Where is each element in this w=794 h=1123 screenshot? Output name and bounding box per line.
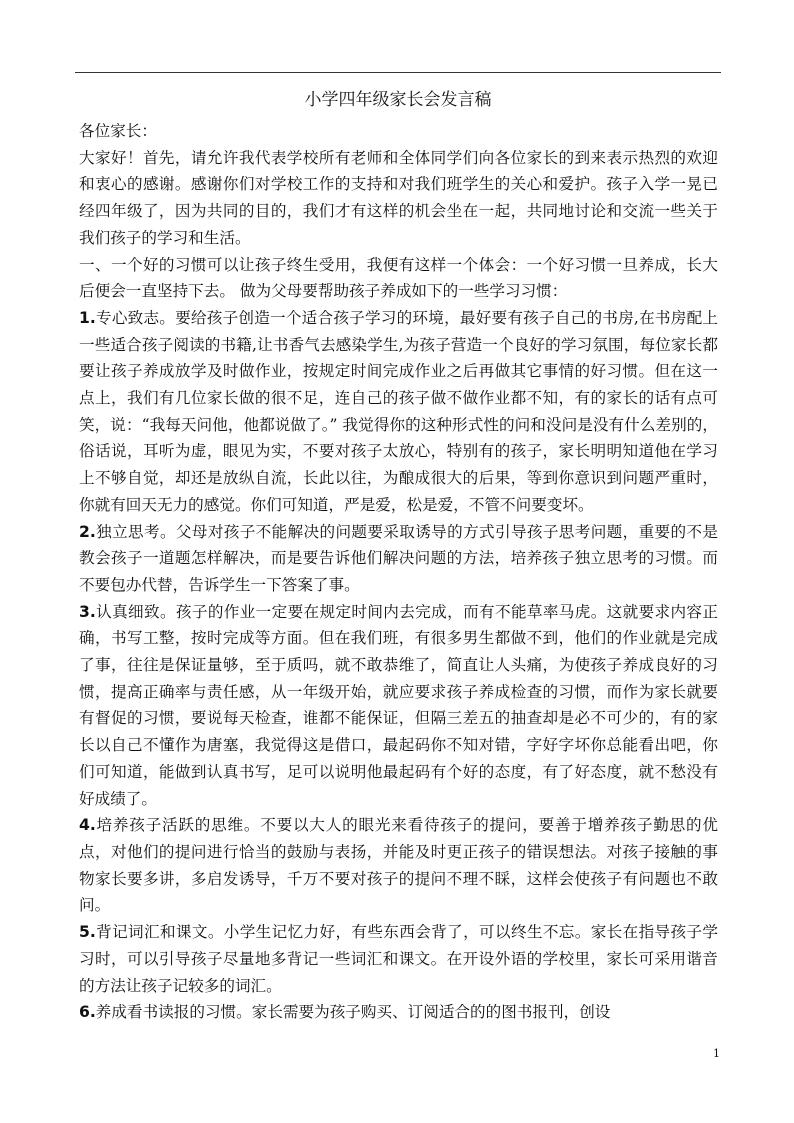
item-number: 2. <box>79 522 96 541</box>
document-body <box>79 118 718 1026</box>
paragraph-text: 大家好！首先，请允许我代表学校所有老师和全体同学们向各位家长的到来表示热烈的欢迎和衷心的感谢。感谢你们对学校工作的支持和对我们班学生的关心和爱护。孩子入学一晃已经四年级了，因为共同的目的，我们才有这样的机会坐在一起，共同地讨论和交流一些关于我们孩子的学习和生活。 <box>79 148 718 247</box>
paragraph-intro <box>79 145 718 252</box>
paragraph-text: 认真细致。孩子的作业一定要在规定时间内去完成，而有不能草率马虎。这就要求内容正确，书写工整，按时完成等方面。但在我们班，有很多男生都做不到，他们的作业就是完成了事，往往是保证量够，至于质吗，就不敢恭维了，简直让人头痛，为使孩子养成良好的习惯，提高正确率与责任感，从一年级开始，就应要求孩子养成检查的习惯，而作为家长就要有督促的习惯，要说每天检查，谁都不能保证，但隔三差五的抽查却是必不可少的，有的家长以自己不懂作为唐塞，我觉得这是借口，最起码你不知对错，字好字坏你总能看出吧，你们可知道，能做到认真书写，足可以说明他最起码有个好的态度，有了好态度，就不愁没有好成绩了。 <box>79 602 718 808</box>
document-title: 小学四年级家长会发言稿 <box>304 90 492 110</box>
paragraph-text: 独立思考。父母对孩子不能解决的问题要采取诱导的方式引导孩子思考问题，重要的不是教会孩子一道题怎样解决，而是要告诉他们解决问题的方法，培养孩子独立思考的习惯。而不要包办代替，告诉学生一下答案了事。 <box>79 522 718 594</box>
paragraph-item-2 <box>79 519 718 599</box>
paragraph-text: 背记词汇和课文。小学生记忆力好，有些东西会背了，可以终生不忘。家长在指导孩子学习时，可以引导孩子尽量地多背记一些词汇和课文。在开设外语的学校里，家长可采用谐音的方法让孩子记较多的词汇。 <box>79 923 718 995</box>
paragraph-item-1 <box>79 305 718 519</box>
salutation: 各位家长： <box>79 122 157 140</box>
item-number: 3. <box>79 602 96 621</box>
page-number: 1 <box>713 1047 720 1060</box>
paragraph-text: 培养孩子活跃的思维。不要以大人的眼光来看待孩子的提问，要善于增养孩子勤思的优点，对他们的提问进行恰当的鼓励与表扬，并能及时更正孩子的错误想法。对孩子接触的事物家长要多讲，多启发诱导，千万不要对孩子的提问不理不睬，这样会使孩子有问题也不敢问。 <box>79 816 718 915</box>
item-number: 4. <box>79 816 96 835</box>
paragraph-item-5 <box>79 919 718 999</box>
header-rule <box>75 72 721 73</box>
paragraph-item-3 <box>79 599 718 813</box>
paragraph-section-one <box>79 252 718 305</box>
paragraph-item-6 <box>79 999 718 1026</box>
paragraph-text: 一、一个好的习惯可以让孩子终生受用，我便有这样一个体会：一个好习惯一旦养成，长大后便会一直坚持下去。 做为父母要帮助孩子养成如下的一些学习习惯： <box>79 255 718 301</box>
paragraph-text: 养成看书读报的习惯。家长需要为孩子购买、订阅适合的的图书报刊，创设 <box>95 1003 611 1022</box>
item-number: 6. <box>79 1003 96 1022</box>
paragraph-text: 专心致志。要给孩子创造一个适合孩子学习的环境，最好要有孩子自己的书房,在书房配上一些适合孩子阅读的书籍,让书香气去感染学生,为孩子营造一个良好的学习氛围，每位家长都要让孩子养成放学及时做作业，按规定时间完成作业之后再做其它事情的好习惯。但在这一点上，我们有几位家长做的很不足，连自己的孩子做不做作业都不知，有的家长的话有点可笑，说：“我每天问他，他都说做了。” 我觉得你的这种形式性的问和没问是没有什么差别的，俗话说，耳听为虚，眼见为实，不要对孩子太放心，特别有的孩子，家长明明知道他在学习上不够自觉，却还是放纵自流，长此以往，为酿成很大的后果，等到你意识到问题严重时，你就有回天无力的感觉。你们可知道，严是爱，松是爱，不管不问要变坏。 <box>79 308 718 514</box>
item-number: 5. <box>79 923 96 942</box>
item-number: 1. <box>79 308 96 327</box>
paragraph-item-4 <box>79 812 718 919</box>
